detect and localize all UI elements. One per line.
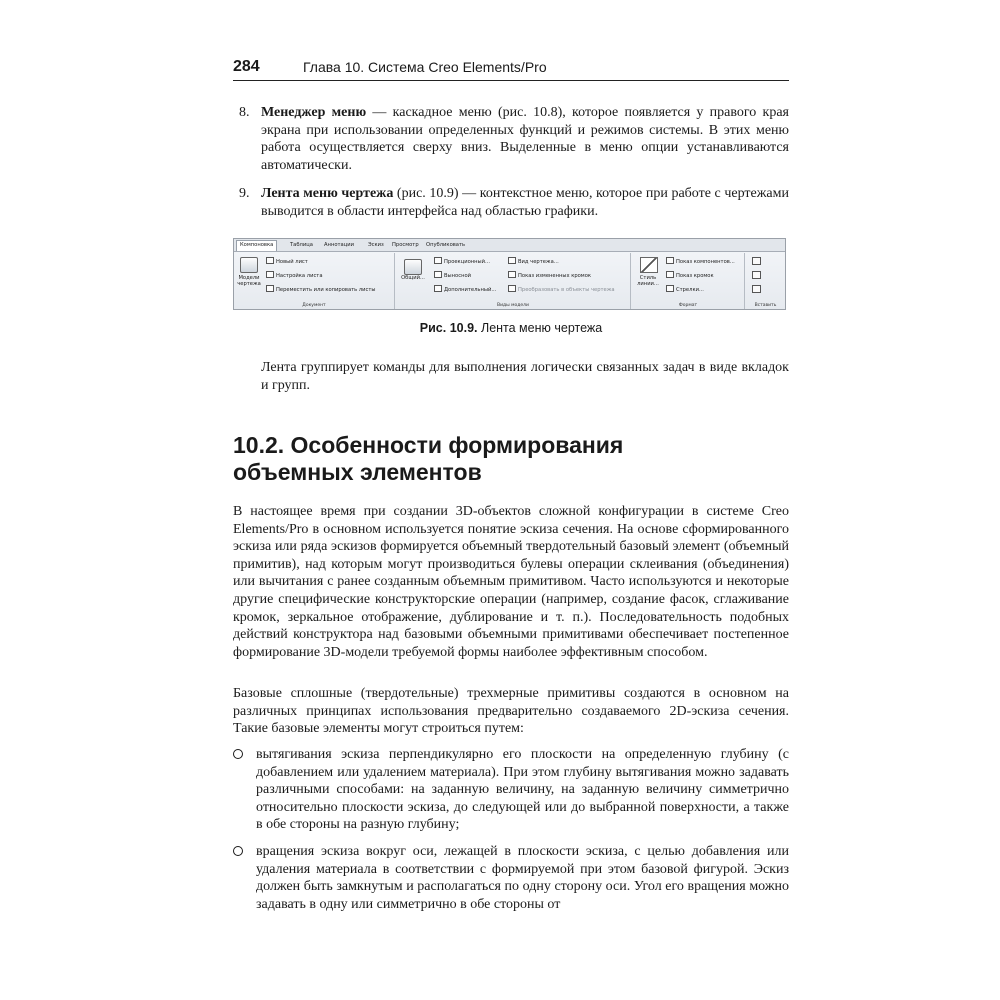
- sheet-setup-button[interactable]: Настройка листа: [266, 271, 323, 279]
- sheet-icon: [266, 257, 274, 264]
- new-sheet-button[interactable]: Новый лист: [266, 257, 308, 265]
- circle-bullet-icon: [233, 749, 243, 759]
- general-view-label: Общий...: [401, 275, 425, 281]
- group-label: Документ: [302, 303, 326, 308]
- figure-label: Рис. 10.9.: [419, 321, 478, 335]
- paragraph-ribbon: Лента группирует команды для выполнения логически связанных задач в виде вкладок и групп.: [261, 360, 789, 393]
- show-edges-icon: [666, 271, 674, 278]
- drawing-view-icon: [508, 257, 516, 264]
- figure-caption: [233, 321, 789, 335]
- edges-icon: [508, 271, 516, 278]
- insert-line-icon[interactable]: [752, 271, 761, 279]
- paragraph-2: Базовые сплошные (твердотельные) трехмерные примитивы создаются в основном на различных принципах использования предварительно создаваемого 2D-эскиза сечения. Такие базовые элементы могут строиться путем:: [233, 686, 789, 737]
- show-modified-edges-button[interactable]: Показ измененных кромок: [508, 271, 591, 279]
- pen-icon[interactable]: [640, 257, 658, 273]
- move-copy-icon: [266, 285, 274, 292]
- convert-to-draw-objects-button[interactable]: Преобразовать в объекты чертежа: [508, 285, 615, 293]
- arrows-button[interactable]: Стрелки...: [666, 285, 704, 293]
- auxiliary-icon: [434, 285, 442, 292]
- insert-grid-icon[interactable]: [752, 285, 761, 293]
- detailed-view-button[interactable]: Выносной: [434, 271, 471, 279]
- paragraph-1: В настоящее время при создании 3D-объектов сложной конфигурации в системе Creo Elements/Pro в основном используется понятие эскиза сечения. На основе сформированного эскиза или ряда эскизов формируется объемный твердотельный базовый элемент (объемный примитив), над которым могут производиться булевы операции склеивания (объединения) или вычитания с ранее созданным объемным примитивом. Часто используются и некоторые другие специфические конструкторские операции (например, создание фасок, сглаживание кромок, зеркальное отображение, дублирование и т. п.). Последовательность подобных действий конструктора над базовыми объемными примитивами обеспечивает постепенное формирование 3D-модели требуемой формы наиболее эффективным способом.: [233, 504, 789, 660]
- group-insert: [746, 253, 785, 309]
- group-model-views: [396, 253, 631, 309]
- group-document: [234, 253, 395, 309]
- drawing-models-icon[interactable]: [240, 257, 258, 273]
- convert-icon: [508, 285, 516, 292]
- drawing-models-label: Модели чертежа: [237, 275, 261, 287]
- section-title: 10.2. Особенности формирования объемных элементов: [233, 432, 624, 485]
- group-label: Виды модели: [497, 303, 529, 308]
- ribbon-tabs: [234, 239, 785, 252]
- group-label: Вставить: [754, 303, 777, 308]
- page-number: 284: [233, 58, 260, 75]
- list-text: (рис. 10.9) — контекстное меню, которое при работе с чертежами выводится в области интерфейса над областью графики.: [261, 186, 789, 219]
- running-header: [233, 58, 789, 81]
- detail-icon: [434, 271, 442, 278]
- tab-sketch[interactable]: Эскиз: [368, 242, 384, 248]
- list-item-8: [233, 104, 789, 174]
- sheet-setup-icon: [266, 271, 274, 278]
- list-text: — каскадное меню (рис. 10.8), которое появляется у правого края экрана при использовании определенных функций и режимов системы. В этих меню работа осуществляется сверху вниз. Выделенные в меню опции устанавливаются автоматически.: [261, 105, 789, 173]
- chapter-title: Глава 10. Система Creo Elements/Pro: [303, 59, 547, 75]
- general-view-icon[interactable]: [404, 259, 422, 275]
- tab-publish[interactable]: Опубликовать: [426, 242, 466, 248]
- list-term: Менеджер меню: [261, 105, 367, 120]
- group-format: [632, 253, 745, 309]
- circle-bullet-icon: [233, 846, 243, 856]
- list-term: Лента меню чертежа: [261, 186, 394, 201]
- list-number: 8.: [239, 105, 250, 120]
- figure-caption-text: Лента меню чертежа: [477, 321, 603, 335]
- show-edges-button[interactable]: Показ кромок: [666, 271, 714, 279]
- components-icon: [666, 257, 674, 264]
- arrow-icon: [666, 285, 674, 292]
- show-components-button[interactable]: Показ компонентов...: [666, 257, 735, 265]
- ribbon-figure: [233, 238, 786, 310]
- move-copy-sheets-button[interactable]: Переместить или копировать листы: [266, 285, 376, 293]
- auxiliary-view-button[interactable]: Дополнительный...: [434, 285, 496, 293]
- tab-annotations[interactable]: Аннотации: [324, 242, 354, 248]
- drawing-view-button[interactable]: Вид чертежа...: [508, 257, 559, 265]
- tab-table[interactable]: Таблица: [290, 242, 313, 248]
- list-number: 9.: [239, 186, 250, 201]
- list-item-9: [233, 185, 789, 220]
- bullet-item-1: вытягивания эскиза перпендикулярно его плоскости на определенную глубину (с добавлением или удалением материала). При этом глубину вытягивания можно задавать различными способами: на заданную величину, на заданную величину симметрично относительно плоскости эскиза, до следующей или до выбранной поверхности, а также в обе стороны на разную глубину;: [233, 746, 789, 834]
- tab-layout[interactable]: Компоновка: [236, 240, 277, 251]
- projection-icon: [434, 257, 442, 264]
- group-label: Формат: [678, 303, 698, 308]
- insert-chart-icon[interactable]: [752, 257, 761, 265]
- tab-preview[interactable]: Просмотр: [392, 242, 419, 248]
- line-style-label: Стиль линии...: [637, 275, 659, 287]
- projection-view-button[interactable]: Проекционный...: [434, 257, 490, 265]
- bullet-item-2: вращения эскиза вокруг оси, лежащей в плоскости эскиза, с целью добавления или удаления материала в соответствии с формируемой при этом базовой фигурой. Эскиз должен быть замкнутым и располагаться по одну сторону оси. Угол его вращения можно задавать в одну или симметрично в обе стороны от: [233, 843, 789, 913]
